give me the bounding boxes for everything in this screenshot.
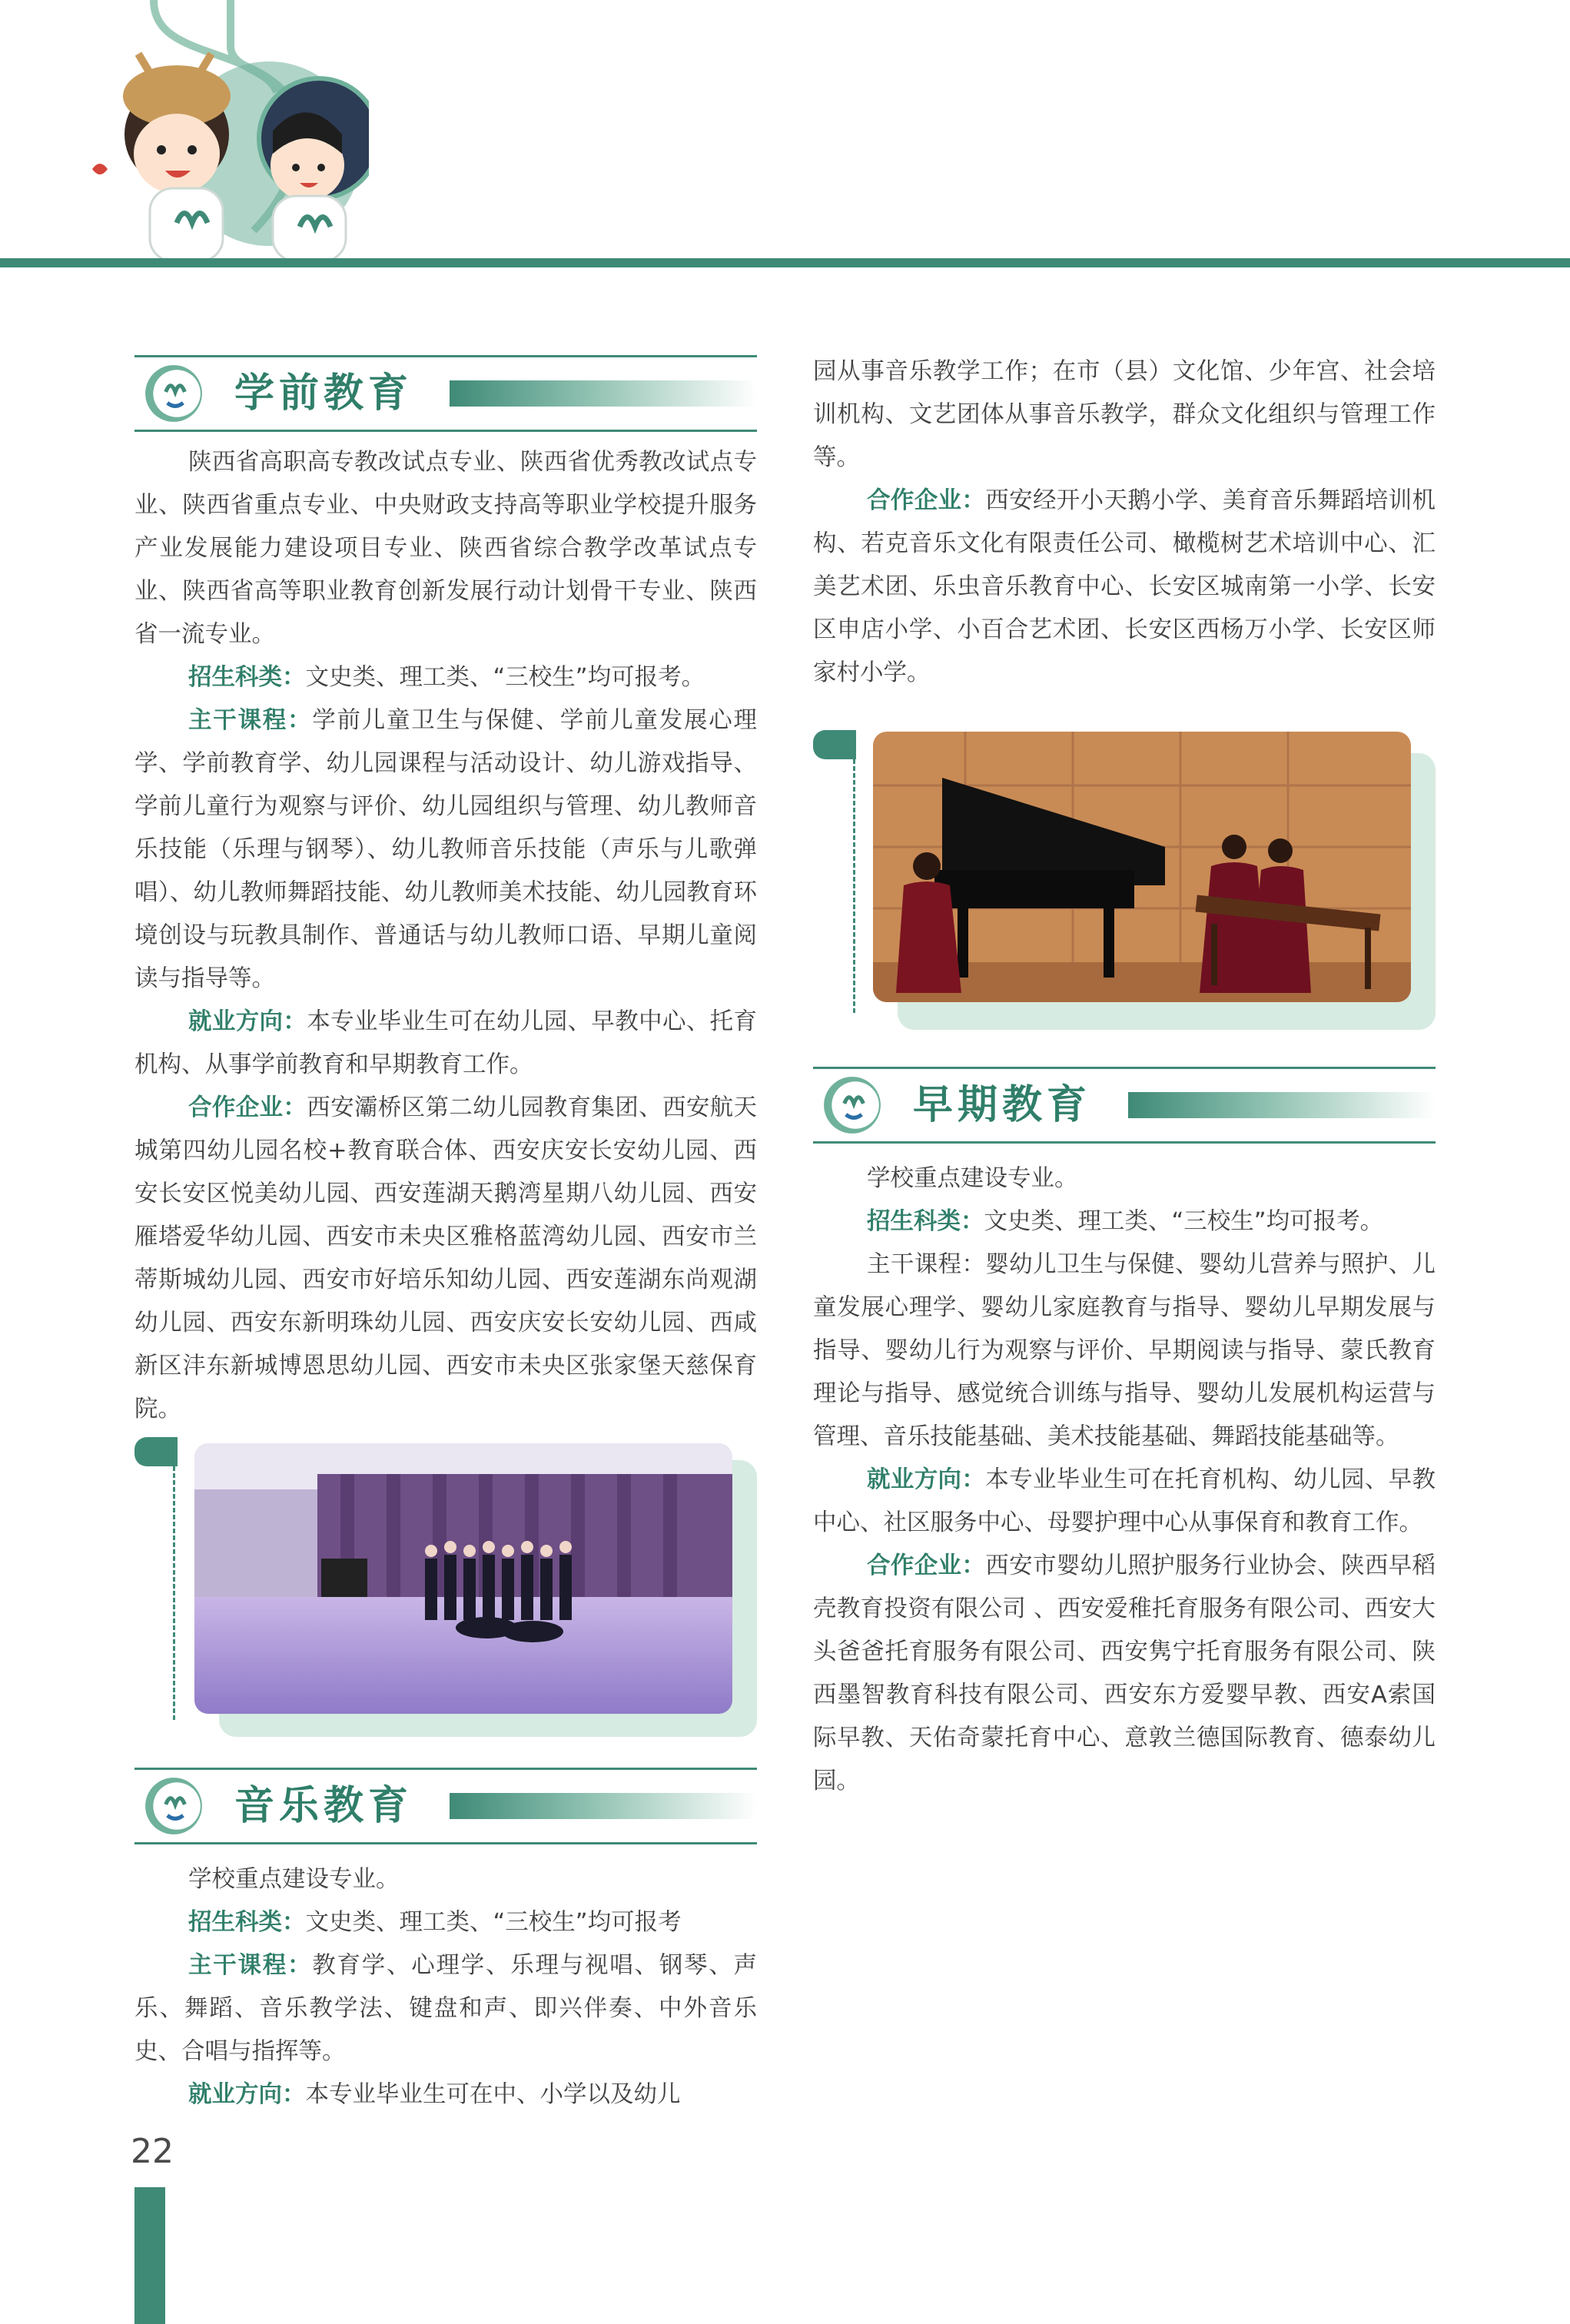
- music-employment-continued: 园从事音乐教学工作；在市（县）文化馆、少年宫、社会培训机构、文艺团体从事音乐教学，群众文化组织与管理工作等。: [813, 358, 1436, 471]
- label: 就业方向：: [867, 1466, 986, 1493]
- photo-tab: [813, 730, 856, 759]
- value: 学前儿童卫生与保健、学前儿童发展心理学、学前教育学、幼儿园课程与活动设计、幼儿游戏指导、学前儿童行为观察与评价、幼儿园组织与管理、幼儿教师音乐技能（乐理与钢琴）、幼儿教师音乐技能（声乐与儿歌弹唱）、幼儿教师舞蹈技能、幼儿教师美术技能、幼儿园教育环境创设与玩教具制作、普通话与幼儿教师口语、早期儿童阅读与指导等。: [134, 707, 757, 992]
- section-title: 学前教育: [234, 370, 413, 417]
- label: 主干课程：: [188, 707, 313, 734]
- section-gradient-bar: [1128, 1092, 1436, 1118]
- early-employment: [813, 1459, 1436, 1545]
- preschool-partners: [134, 1087, 757, 1431]
- section-header-early-education: [813, 1067, 1436, 1144]
- mascot-illustration: [77, 0, 369, 261]
- label: 主干课程：: [867, 1251, 986, 1278]
- label: 招生科类：: [188, 664, 306, 691]
- page-number-bar: [134, 2187, 165, 2324]
- value: 西安灞桥区第二幼儿园教育集团、西安航天城第四幼儿园名校+教育联合体、西安庆安长安幼儿园、西安长安区悦美幼儿园、西安莲湖天鹅湾星期八幼儿园、西安雁塔爱华幼儿园、西安市未央区雅格蓝湾幼儿园、西安市兰蒂斯城幼儿园、西安市好培乐知幼儿园、西安莲湖东尚观湖幼儿园、西安东新明珠幼儿园、西安庆安长安幼儿园、西咸新区沣东新城博恩思幼儿园、西安市未央区张家堡天慈保育院。: [134, 1094, 758, 1423]
- value: 本专业毕业生可在中、小学以及幼儿: [305, 2081, 681, 2108]
- label: 主干课程：: [188, 1952, 313, 1979]
- value: 西安市婴幼儿照护服务行业协会、陕西早稻壳教育投资有限公司 、西安爱稚托育服务有限公司、西安大头爸爸托育服务有限公司、西安隽宁托育服务有限公司、陕西墨智教育科技有限公司、西安东方爱婴早教、西安A索国际早教、天佑奇蒙托育中心、意敦兰德国际教育、德泰幼儿园。: [813, 1552, 1436, 1794]
- music-courses: [134, 1944, 757, 2073]
- preschool-employment: [134, 1001, 757, 1087]
- preschool-intro: 陕西省高职高专教改试点专业、陕西省优秀教改试点专业、陕西省重点专业、中央财政支持高等职业学校提升服务产业发展能力建设项目专业、陕西省综合教学改革试点专业、陕西省高等职业教育创新发展行动计划骨干专业、陕西省一流专业。: [134, 449, 757, 648]
- school-logo-icon: [821, 1074, 884, 1137]
- dance-photo: [194, 1443, 732, 1714]
- music-intro: 学校重点建设专业。: [188, 1866, 400, 1893]
- left-column: [134, 355, 757, 1431]
- label: 合作企业：: [188, 1094, 307, 1121]
- page-number: 22: [131, 2132, 174, 2171]
- value: 本专业毕业生可在托育机构、幼儿园、早教中心、社区服务中心、母婴护理中心从事保育和教育工作。: [813, 1466, 1436, 1536]
- label: 就业方向：: [188, 1008, 307, 1035]
- value: 文史类、理工类、“三校生”均可报考: [305, 1909, 682, 1936]
- label: 招生科类：: [188, 1909, 306, 1936]
- label: 合作企业：: [867, 487, 986, 514]
- early-courses: [813, 1243, 1436, 1459]
- dance-photo-frame: [134, 1437, 757, 1737]
- section-gradient-bar: [450, 380, 757, 407]
- value: 文史类、理工类、“三校生”均可报考。: [984, 1208, 1384, 1235]
- section-title: 音乐教育: [234, 1783, 413, 1829]
- preschool-enrollment: [134, 656, 757, 699]
- label: 合作企业：: [867, 1552, 986, 1579]
- label: 招生科类：: [867, 1208, 984, 1235]
- photo-dashed-line: [853, 759, 855, 1013]
- section-header-preschool: [134, 355, 757, 432]
- preschool-courses: [134, 699, 757, 1001]
- piano-photo: [873, 732, 1411, 1002]
- photo-dashed-line: [173, 1466, 175, 1720]
- music-enrollment: [134, 1901, 757, 1944]
- early-enrollment: [813, 1200, 1436, 1243]
- early-partners: [813, 1545, 1436, 1803]
- section-header-music: [134, 1768, 757, 1844]
- photo-tab: [134, 1437, 178, 1466]
- left-column-bottom: [134, 1768, 757, 2116]
- value: 婴幼儿卫生与保健、婴幼儿营养与照护、儿童发展心理学、婴幼儿家庭教育与指导、婴幼儿早期发展与指导、婴幼儿行为观察与评价、早期阅读与指导、蒙氏教育理论与指导、感觉统合训练与指导、婴幼儿发展机构运营与管理、音乐技能基础、美术技能基础、舞蹈技能基础等。: [813, 1251, 1436, 1450]
- school-logo-icon: [142, 362, 205, 425]
- section-gradient-bar: [450, 1793, 757, 1819]
- value: 教育学、心理学、乐理与视唱、钢琴、声乐、舞蹈、音乐教学法、键盘和声、即兴伴奏、中外音乐史、合唱与指挥等。: [134, 1952, 757, 2065]
- value: 西安经开小天鹅小学、美育音乐舞蹈培训机构、若克音乐文化有限责任公司、橄榄树艺术培训中心、汇美艺术团、乐虫音乐教育中心、长安区城南第一小学、长安区申店小学、小百合艺术团、长安区西杨万小学、长安区师家村小学。: [813, 487, 1436, 686]
- top-divider-bar: [0, 258, 1570, 267]
- music-employment: [134, 2073, 757, 2116]
- piano-photo-frame: [813, 730, 1437, 1030]
- label: 就业方向：: [188, 2081, 306, 2108]
- early-intro: 学校重点建设专业。: [867, 1165, 1078, 1192]
- value: 文史类、理工类、“三校生”均可报考。: [305, 664, 705, 691]
- school-logo-icon: [142, 1775, 205, 1838]
- right-column-bottom: [813, 1067, 1436, 1803]
- music-partners: [813, 480, 1436, 695]
- section-title: 早期教育: [913, 1082, 1092, 1128]
- value: 本专业毕业生可在幼儿园、早教中心、托育机构、从事学前教育和早期教育工作。: [134, 1008, 758, 1078]
- right-column: [813, 350, 1436, 695]
